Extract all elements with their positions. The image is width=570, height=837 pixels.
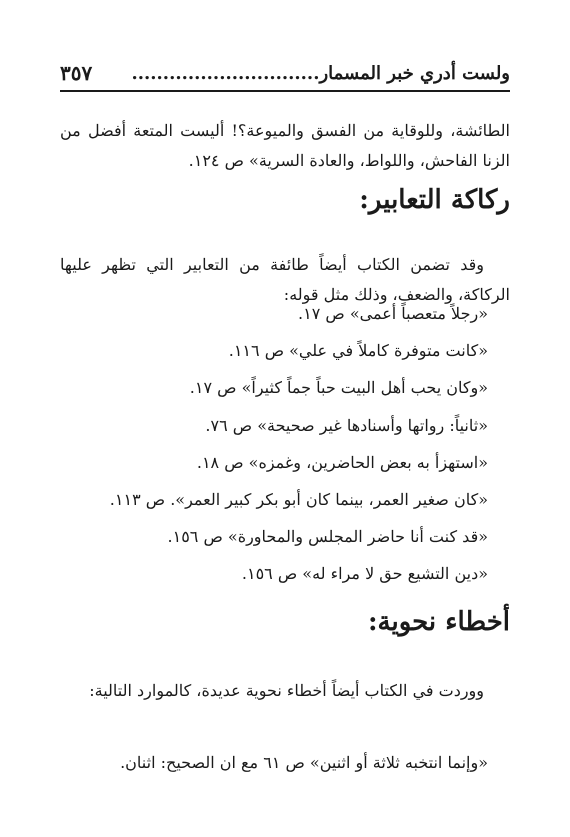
page-number: ٣٥٧ (60, 61, 93, 85)
header-rule (60, 90, 510, 92)
quote-item: «كانت متوفرة كاملاً في علي» ص ١١٦. (228, 341, 488, 361)
quote-item: «كان صغير العمر، بينما كان أبو بكر كبير العمر». ص ١١٣. (109, 489, 488, 509)
quote-list (60, 300, 510, 598)
running-header (60, 58, 510, 88)
quote-item: «دين التشيع حق لا مراء له» ص ١٥٦. (241, 564, 488, 584)
running-title (131, 63, 510, 84)
quote-item: «رجلاً متعصباً أعمى» ص ١٧. (298, 304, 488, 323)
quote-item: «قد كنت أنا حاضر المجلس والمحاورة» ص ١٥٦. (167, 527, 488, 547)
section-intro-weak-expressions: وقد تضمن الكتاب أيضاً طائفة من التعابير التي تظهر عليها الركاكة، والضعف، وذلك مثل قوله: (60, 255, 510, 304)
section-heading-grammar-errors: أخطاء نحوية: (367, 607, 510, 637)
section-heading-weak-expressions: ركاكة التعابير: (359, 185, 510, 215)
quote-item: «وكان يحب أهل البيت حباً جماً كثيراً» ص ١٧. (189, 378, 488, 398)
quote-item: «ثانياً: رواتها وأسنادها غير صحيحة» ص ٧٦. (205, 415, 488, 435)
quote-item: «استهزأ به بعض الحاضرين، وغمزه» ص ١٨. (196, 452, 488, 472)
running-title-text: ولست أدري خبر المسمار (319, 62, 510, 84)
paragraph-continued: الطائشة، وللوقاية من الفسق والميوعة؟! أليست المتعة أفضل من الزنا الفاحش، واللواط، والعادة السرية» ص ١٢٤. (60, 121, 510, 170)
dot-leader: .............................. (131, 62, 320, 84)
grammar-example: «وإنما انتخبه ثلاثة أو اثنين» ص ٦١ مع ان الصحيح: اثنان. (120, 753, 488, 772)
section-intro-grammar-errors: ووردت في الكتاب أيضاً أخطاء نحوية عديدة، كالموارد التالية: (89, 681, 484, 700)
